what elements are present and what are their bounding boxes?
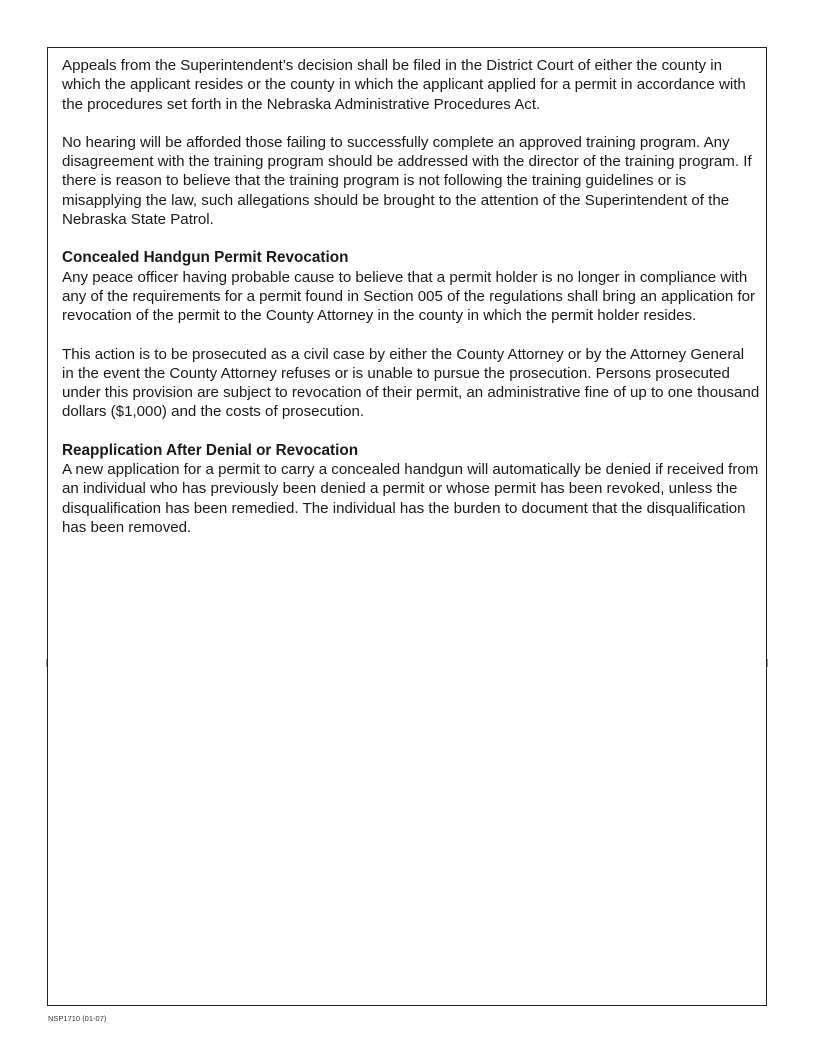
revocation-heading: Concealed Handgun Permit Revocation	[62, 249, 349, 267]
document-body	[62, 56, 760, 556]
reapplication-paragraph: A new application for a permit to carry a concealed handgun will automatically be denied if received from an individual who has previously been denied a permit or whose permit has been revoked, unless the disqualification has been remedied. The individual has the burden to document that the disqualification has been removed.	[62, 461, 759, 536]
reapplication-heading: Reapplication After Denial or Revocation	[62, 441, 359, 459]
training-hearing-paragraph: No hearing will be afforded those failing to successfully complete an approved training program. Any disagreement with the training program should be addressed with the director of the training program. If there is reason to believe that the training program is not following the training guidelines or is misapplying the law, such allegations should be brought to the attention of the Superintendent of the Nebraska State Patrol.	[62, 133, 752, 229]
revocation-paragraph: Any peace officer having probable cause to believe that a permit holder is no longer in compliance with any of the requirements for a permit found in Section 005 of the regulations shall bring an application for revocation of the permit to the County Attorney in the county in which the permit holder resides.	[62, 268, 756, 325]
reapplication-section	[62, 441, 760, 537]
appeals-paragraph: Appeals from the Superintendent’s decision shall be filed in the District Court of either the county in which the applicant resides or the county in which the applicant applied for a permit in accordance with the procedures set forth in the Nebraska Administrative Procedures Act.	[62, 57, 746, 113]
form-number: NSP1710 (01-07)	[48, 1014, 107, 1023]
right-edge-tick	[767, 659, 768, 667]
page-border	[47, 47, 767, 1006]
revocation-section	[62, 248, 760, 421]
left-edge-tick	[46, 659, 47, 667]
civil-case-paragraph: This action is to be prosecuted as a civil case by either the County Attorney or by the Attorney General in the event the County Attorney refuses or is unable to pursue the prosecution. Persons prosecuted under this provision are subject to revocation of their permit, an administrative fine of up to one thousand dollars ($1,000) and the costs of prosecution.	[62, 345, 760, 421]
